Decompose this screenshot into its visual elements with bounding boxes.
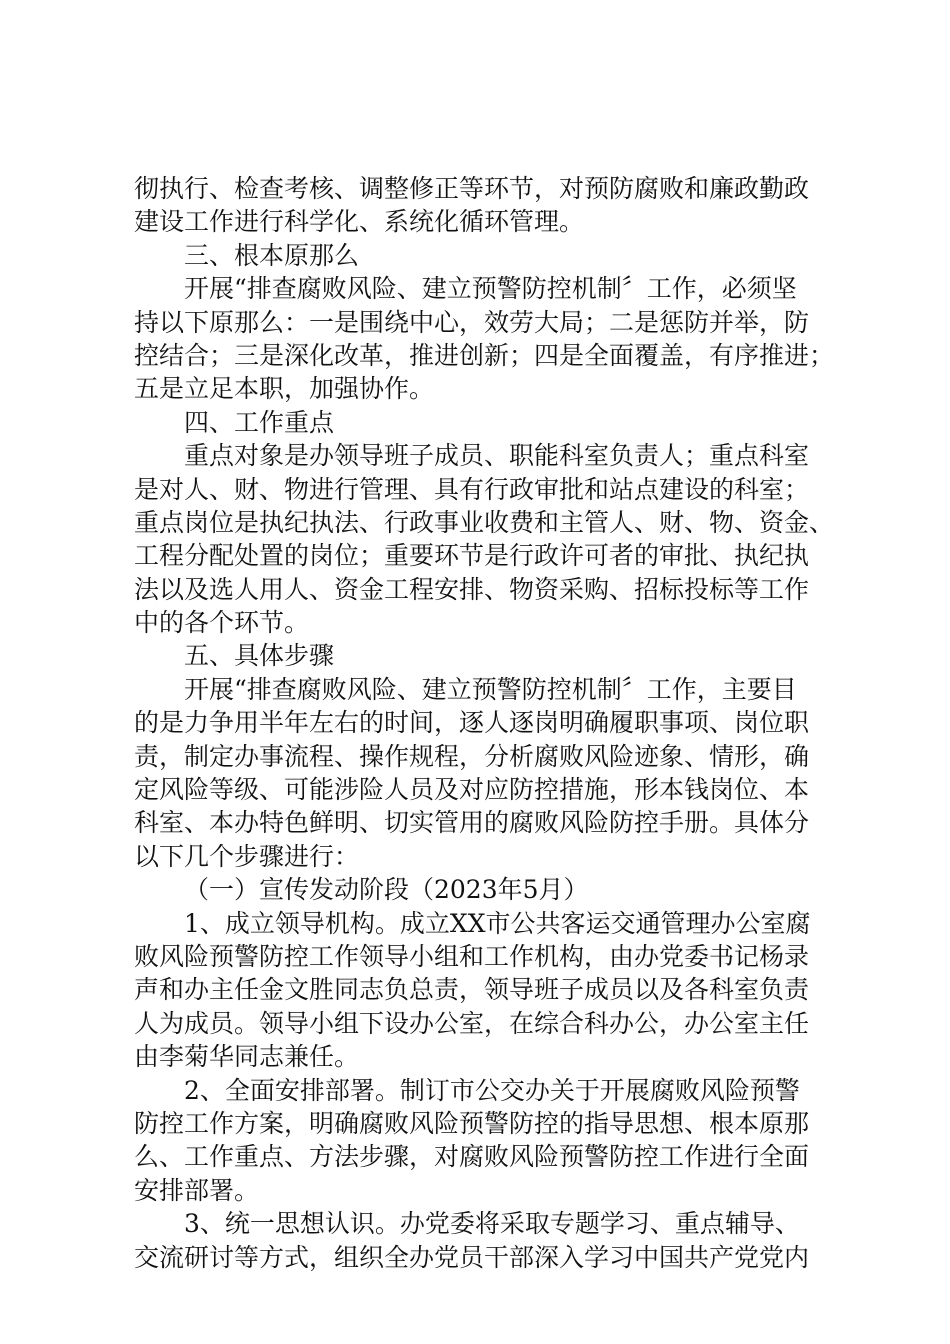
text-line: 三、根本原那么: [184, 240, 360, 270]
text-line: 安排部署。: [134, 1175, 260, 1205]
text-line: 以下几个步骤进行：: [134, 841, 360, 871]
text-line: 防控工作方案，明确腐败风险预警防控的指导思想、根本原那: [134, 1108, 810, 1138]
text-line: 1、成立领导机构。成立XX市公共客运交通管理办公室腐: [184, 908, 811, 938]
text-line: 中的各个环节。: [134, 608, 310, 638]
text-line: 控结合；三是深化改革，推进创新；四是全面覆盖，有序推进；: [134, 340, 835, 370]
text-line: 责，制定办事流程、操作规程，分析腐败风险迹象、情形，确: [134, 741, 810, 771]
text-line: 建设工作进行科学化、系统化循环管理。: [134, 207, 585, 237]
text-line: 开展“排查腐败风险、建立预警防控机制〞工作，必须坚: [184, 274, 797, 304]
text-line: 么、工作重点、方法步骤，对腐败风险预警防控工作进行全面: [134, 1142, 810, 1172]
document-body: [134, 172, 834, 1274]
text-line: （一）宣传发动阶段（2023年5月）: [184, 875, 589, 905]
text-line: 2、全面安排部署。制订市公交办关于开展腐败风险预警: [184, 1075, 800, 1105]
text-line: 定风险等级、可能涉险人员及对应防控措施，形本钱岗位、本: [134, 775, 810, 805]
text-line: 败风险预警防控工作领导小组和工作机构，由办党委书记杨录: [134, 941, 810, 971]
text-line: 重点岗位是执纪执法、行政事业收费和主管人、财、物、资金、: [134, 507, 835, 537]
text-line: 3、统一思想认识。办党委将采取专题学习、重点辅导、: [184, 1209, 800, 1239]
text-line: 人为成员。领导小组下设办公室，在综合科办公，办公室主任: [134, 1008, 810, 1038]
text-line: 法以及选人用人、资金工程安排、物资采购、招标投标等工作: [134, 574, 810, 604]
text-line: 由李菊华同志兼任。: [134, 1042, 360, 1072]
text-line: 五是立足本职，加强协作。: [134, 374, 435, 404]
text-line: 持以下原那么：一是围绕中心，效劳大局；二是惩防并举，防: [134, 307, 810, 337]
text-line: 五、具体步骤: [184, 641, 335, 671]
text-line: 是对人、财、物进行管理、具有行政审批和站点建设的科室；: [134, 474, 810, 504]
text-line: 工程分配处置的岗位；重要环节是行政许可者的审批、执纪执: [134, 541, 810, 571]
text-line: 的是力争用半年左右的时间，逐人逐岗明确履职事项、岗位职: [134, 708, 810, 738]
text-line: 科室、本办特色鲜明、切实管用的腐败风险防控手册。具体分: [134, 808, 810, 838]
text-line: 彻执行、检查考核、调整修正等环节，对预防腐败和廉政勤政: [134, 174, 810, 203]
text-line: 开展“排查腐败风险、建立预警防控机制〞工作，主要目: [184, 674, 797, 704]
text-line: 重点对象是办领导班子成员、职能科室负责人；重点科室: [184, 441, 810, 471]
text-line: 四、工作重点: [184, 407, 335, 437]
text-line: 交流研讨等方式，组织全办党员干部深入学习中国共产党党内: [134, 1242, 810, 1272]
text-line: 声和办主任金文胜同志负总责，领导班子成员以及各科室负责: [134, 975, 810, 1005]
